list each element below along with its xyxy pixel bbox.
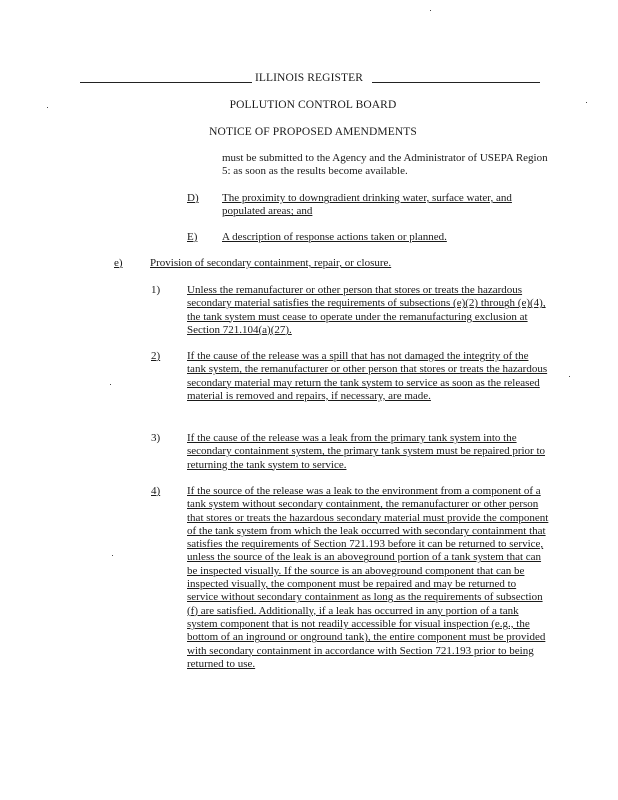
scan-speck (112, 555, 113, 556)
item-3-label: 3) (151, 432, 161, 444)
item-4-text: If the source of the release was a leak to the environment from a component of a tank system without secondary containment, the remanufacturer or other person that stores or treats the hazardous secondary material must provide the component of the tank system from which the leak occurred with secondary containment that satisfies the requirements of Section 721.193 before it can be returned to service, unless the source of the leak is an aboveground portion of a tank system that can be inspected visually. If the source is an aboveground component that can be inspected visually, the component must be repaired and may be returned to service without secondary containment as long as the requirements of subsection (f) are satisfied. Additionally, if a leak has occurred in any portion of a tank system component that is not readily accessible for visual inspection (e.g., the bottom of an inground or onground tank), the entire component must be provided with secondary containment in accordance with Section 721.193 prior to being returned to use. (187, 485, 549, 670)
item-D-text: The proximity to downgradient drinking water, surface water, and populated areas; and (222, 192, 512, 218)
item-3-text: If the cause of the release was a leak from the primary tank system into the secondary containment system, the primary tank system must be repaired prior to returning the tank system to service. (187, 432, 546, 471)
register-title: ILLINOIS REGISTER (254, 72, 364, 84)
scan-speck (430, 10, 431, 11)
continuation-paragraph (222, 152, 552, 179)
item-1 (187, 284, 549, 337)
item-1-label: 1) (151, 284, 161, 296)
scan-speck (110, 384, 111, 385)
item-E-label: E) (187, 231, 198, 243)
scan-speck (569, 376, 570, 377)
item-E-text: A description of response actions taken or planned. (222, 231, 447, 243)
item-4 (187, 485, 549, 671)
item-4-label: 4) (151, 485, 161, 497)
item-D (222, 192, 552, 219)
item-1-text: Unless the remanufacturer or other person that stores or treats the hazardous secondary material satisfies the requirements of subsections (e)(2) through (e)(4), the tank system must cease to operate under the remanufacturing exclusion at Section 721.104(a)(27). (187, 284, 546, 336)
scan-speck (586, 102, 587, 103)
item-E (222, 231, 552, 244)
subsection-e-text: Provision of secondary containment, repair, or closure. (150, 257, 392, 269)
notice-title: NOTICE OF PROPOSED AMENDMENTS (209, 126, 417, 138)
item-2-label: 2) (151, 350, 161, 362)
item-3 (187, 432, 549, 472)
continuation-text: must be submitted to the Agency and the Administrator of USEPA Region 5: as soon as the results become available. (222, 152, 548, 178)
item-D-label: D) (187, 192, 199, 204)
scan-speck (47, 107, 48, 108)
item-2 (187, 350, 549, 403)
board-name: POLLUTION CONTROL BOARD (229, 99, 397, 111)
subsection-e (150, 257, 550, 270)
item-2-text: If the cause of the release was a spill that has not damaged the integrity of the tank system, the remanufacturer or other person that stores or treats the hazardous secondary material may return the tank system to service as soon as the released material is removed and repairs, if necessary, are made. (187, 350, 548, 402)
subsection-e-label: e) (114, 257, 123, 269)
